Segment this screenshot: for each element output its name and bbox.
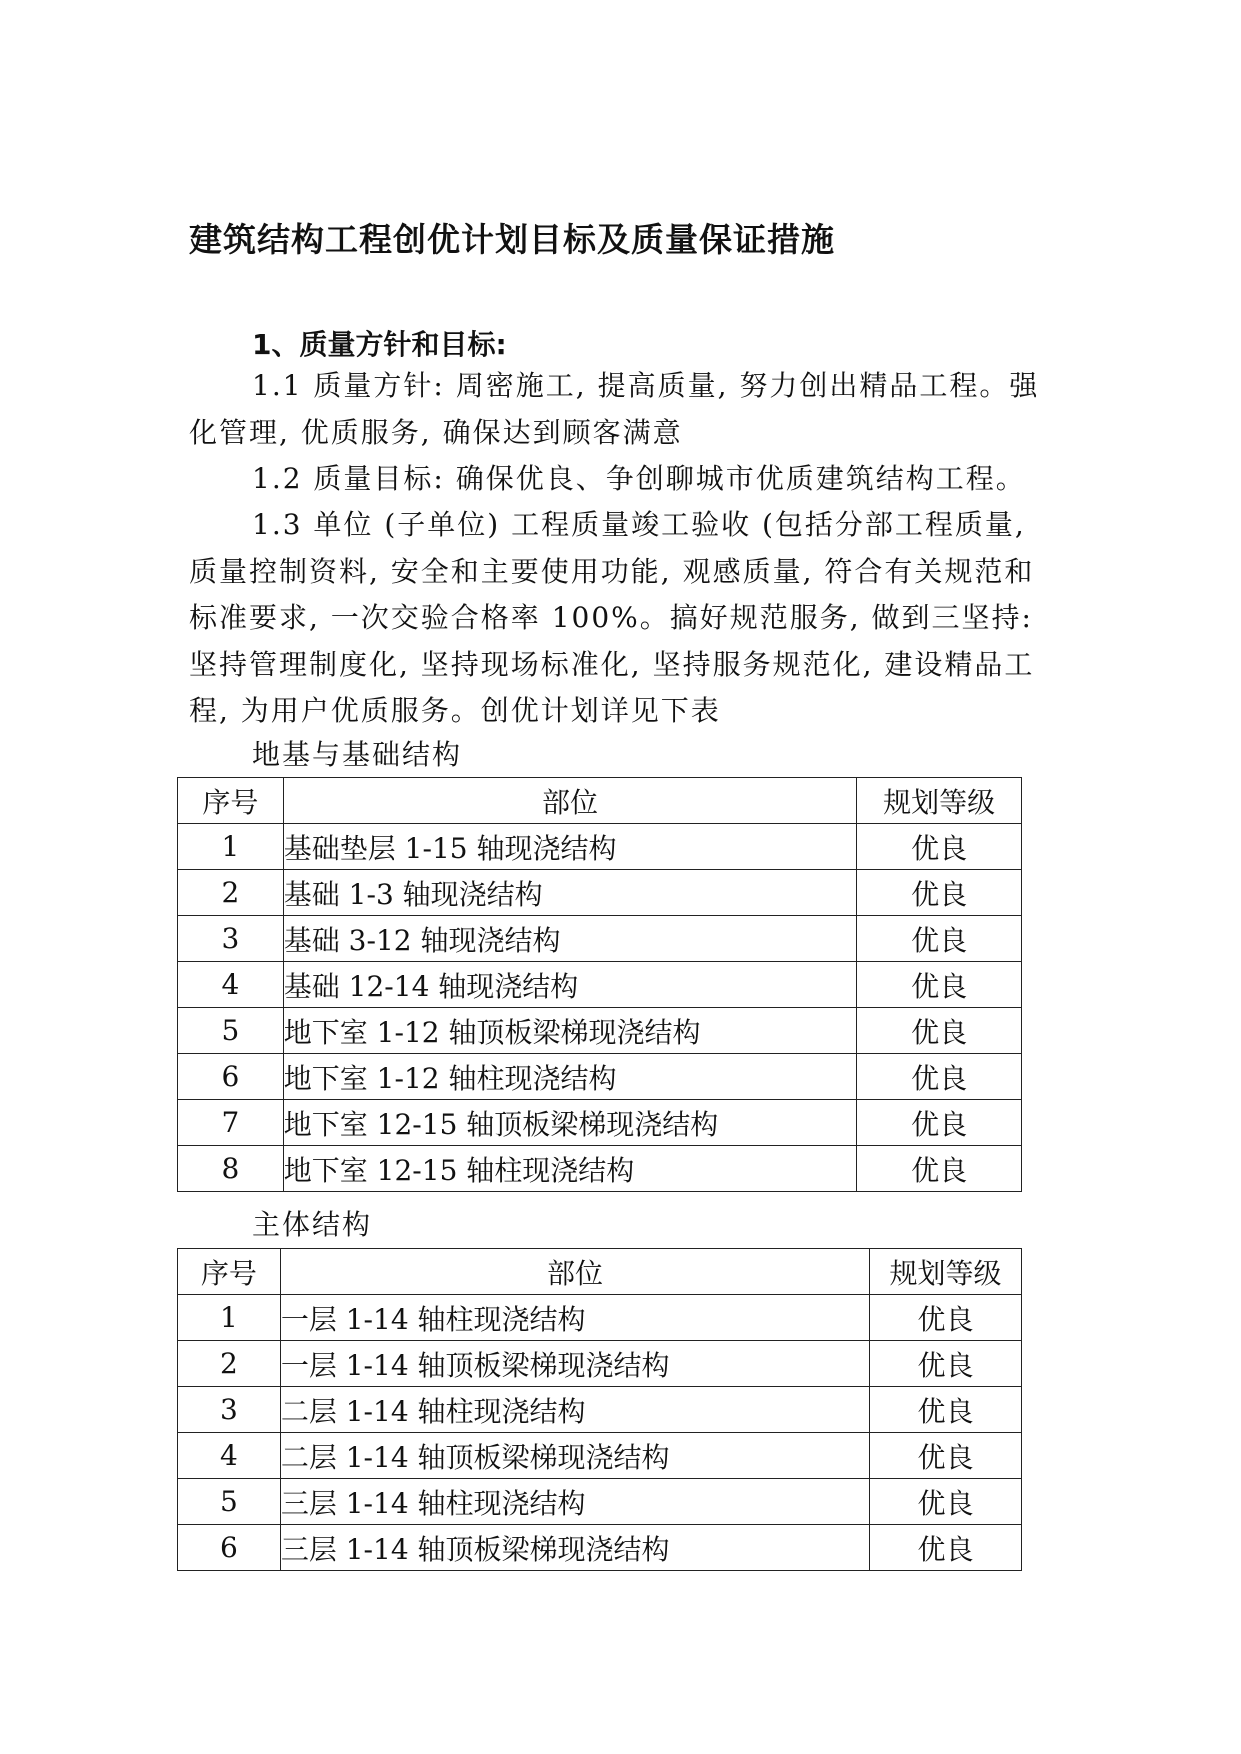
row-index: 5: [178, 1008, 284, 1054]
row-part: 地下室 1-12 轴顶板梁梯现浇结构: [283, 1008, 856, 1054]
table1-caption: 地基与基础结构: [252, 738, 463, 771]
row-index: 1: [178, 824, 284, 870]
row-part: 地下室 12-15 轴柱现浇结构: [283, 1146, 856, 1192]
row-index: 5: [178, 1479, 281, 1525]
row-grade: 优良: [857, 870, 1022, 916]
header-part: 部位: [280, 1249, 869, 1295]
header-index: 序号: [178, 778, 284, 824]
row-part: 一层 1-14 轴顶板梁梯现浇结构: [280, 1341, 869, 1387]
row-grade: 优良: [857, 824, 1022, 870]
row-part: 地下室 1-12 轴柱现浇结构: [283, 1054, 856, 1100]
table-row: [178, 1341, 1022, 1387]
row-grade: 优良: [857, 1100, 1022, 1146]
table-row: [178, 1387, 1022, 1433]
table-row: [178, 1008, 1022, 1054]
document-title: 建筑结构工程创优计划目标及质量保证措施: [189, 220, 835, 259]
row-index: 8: [178, 1146, 284, 1192]
row-part: 一层 1-14 轴柱现浇结构: [280, 1295, 869, 1341]
row-index: 3: [178, 916, 284, 962]
row-grade: 优良: [870, 1433, 1022, 1479]
table-row: [178, 870, 1022, 916]
table-row: [178, 1433, 1022, 1479]
row-grade: 优良: [857, 1008, 1022, 1054]
row-part: 基础 3-12 轴现浇结构: [283, 916, 856, 962]
row-grade: 优良: [857, 916, 1022, 962]
row-index: 4: [178, 1433, 281, 1479]
row-part: 基础 1-3 轴现浇结构: [283, 870, 856, 916]
row-index: 2: [178, 870, 284, 916]
header-grade: 规划等级: [857, 778, 1022, 824]
table-row: [178, 824, 1022, 870]
row-index: 2: [178, 1341, 281, 1387]
table-row: [178, 1100, 1022, 1146]
table-row: [178, 1146, 1022, 1192]
paragraph-1-1: 1.1 质量方针: 周密施工, 提高质量, 努力创出精品工程。强化管理, 优质服务, 确保达到顾客满意: [189, 369, 1040, 449]
section-heading: 1、质量方针和目标:: [252, 328, 507, 361]
row-part: 二层 1-14 轴柱现浇结构: [280, 1387, 869, 1433]
table-header-row: [178, 778, 1022, 824]
row-grade: 优良: [870, 1341, 1022, 1387]
paragraph-1-2: 1.2 质量目标: 确保优良、争创聊城市优质建筑结构工程。: [252, 462, 1026, 495]
row-grade: 优良: [870, 1525, 1022, 1571]
row-part: 三层 1-14 轴柱现浇结构: [280, 1479, 869, 1525]
row-part: 三层 1-14 轴顶板梁梯现浇结构: [280, 1525, 869, 1571]
table-row: [178, 1525, 1022, 1571]
header-part: 部位: [283, 778, 856, 824]
table2-caption: 主体结构: [252, 1208, 373, 1241]
main-structure-table: [177, 1248, 1022, 1571]
row-index: 4: [178, 962, 284, 1008]
row-index: 3: [178, 1387, 281, 1433]
row-part: 二层 1-14 轴顶板梁梯现浇结构: [280, 1433, 869, 1479]
row-grade: 优良: [870, 1387, 1022, 1433]
header-grade: 规划等级: [870, 1249, 1022, 1295]
row-index: 6: [178, 1525, 281, 1571]
row-part: 基础垫层 1-15 轴现浇结构: [283, 824, 856, 870]
row-part: 基础 12-14 轴现浇结构: [283, 962, 856, 1008]
row-index: 6: [178, 1054, 284, 1100]
foundation-table: [177, 777, 1022, 1192]
row-grade: 优良: [870, 1295, 1022, 1341]
row-part: 地下室 12-15 轴顶板梁梯现浇结构: [283, 1100, 856, 1146]
row-grade: 优良: [870, 1479, 1022, 1525]
row-grade: 优良: [857, 1054, 1022, 1100]
paragraph-1-3: 1.3 单位 (子单位) 工程质量竣工验收 (包括分部工程质量, 质量控制资料, 安全和主要使用功能, 观感质量, 符合有关规范和标准要求, 一次交验合格率 100%。搞好规范服务, 做到三坚持: 坚持管理制度化, 坚持现场标准化, 坚持服务规范化, 建设精品工程, 为用户优质服务。创优计划详见下表: [189, 508, 1035, 727]
table-row: [178, 1295, 1022, 1341]
table-header-row: [178, 1249, 1022, 1295]
table-row: [178, 962, 1022, 1008]
table-row: [178, 1479, 1022, 1525]
table-row: [178, 1054, 1022, 1100]
table-row: [178, 916, 1022, 962]
header-index: 序号: [178, 1249, 281, 1295]
row-grade: 优良: [857, 1146, 1022, 1192]
row-grade: 优良: [857, 962, 1022, 1008]
row-index: 1: [178, 1295, 281, 1341]
row-index: 7: [178, 1100, 284, 1146]
